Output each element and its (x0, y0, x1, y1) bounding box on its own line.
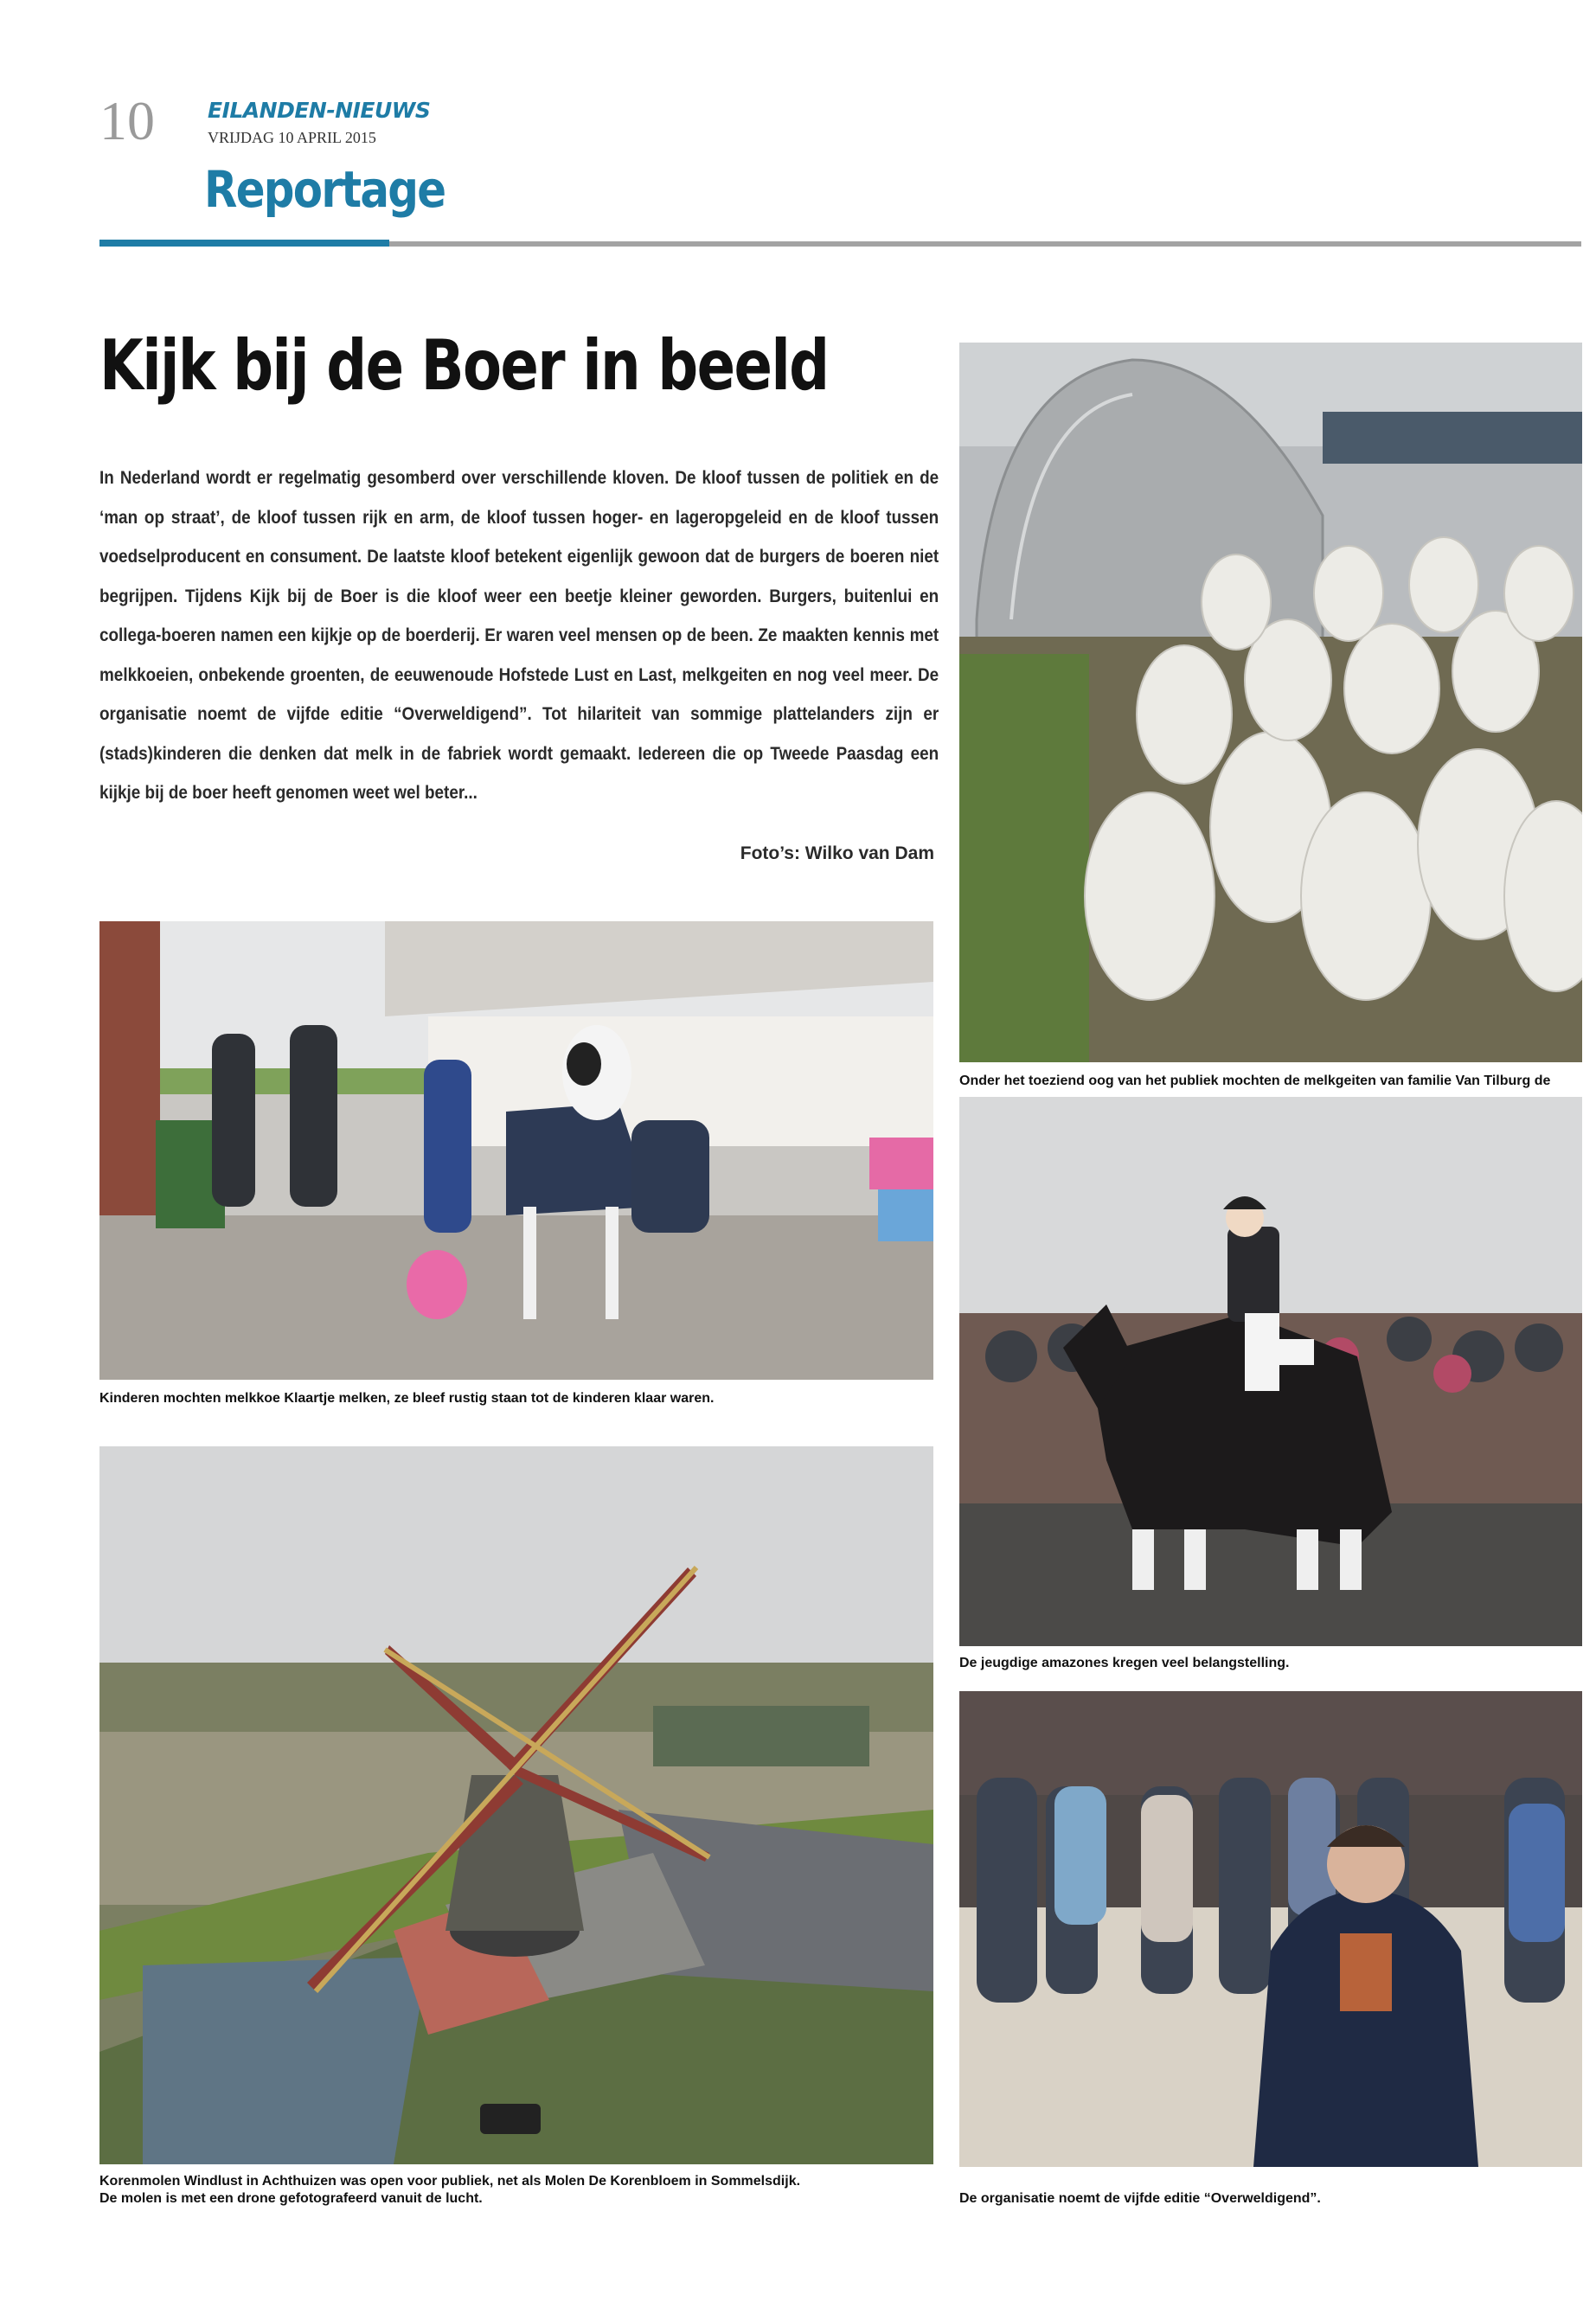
crowd-caption: De organisatie noemt de vijfde editie “Overweldigend”. (959, 2191, 1321, 2206)
goats-caption: Onder het toeziend oog van het publiek mochten de melkgeiten van familie Van Tilburg de (959, 1074, 1551, 1088)
article-headline: Kijk bij de Boer in beeld (99, 325, 829, 406)
cow-photo (99, 921, 933, 1380)
cow-caption: Kinderen mochten melkkoe Klaartje melken, ze bleef rustig staan tot de kinderen klaar waren. (99, 1391, 715, 1406)
windmill-caption-line-1: Korenmolen Windlust in Achthuizen was open voor publiek, net als Molen De Korenbloem in Sommelsdijk. (99, 2174, 801, 2189)
goats-photo (959, 343, 1582, 1062)
page-number: 10 (99, 90, 155, 151)
section-rule-accent (99, 240, 389, 247)
horse-caption: De jeugdige amazones kregen veel belangstelling. (959, 1656, 1290, 1670)
newspaper-name: EILANDEN-NIEUWS (208, 98, 431, 123)
photo-credit: Foto’s: Wilko van Dam (740, 843, 934, 863)
section-rule (389, 241, 1581, 247)
windmill-photo (99, 1446, 933, 2164)
horse-photo (959, 1097, 1582, 1646)
windmill-caption-line-2: De molen is met een drone gefotografeerd vanuit de lucht. (99, 2191, 483, 2206)
issue-date: VRIJDAG 10 APRIL 2015 (208, 129, 376, 146)
section-title: Reportage (204, 160, 445, 219)
windmill-caption (99, 2173, 933, 2208)
article-intro: In Nederland wordt er regelmatig gesomberd over verschillende kloven. De kloof tussen de politiek en de ‘man op straat’, de kloof tussen rijk en arm, de kloof tussen hoger- en lageropgeleid en de kloof tussen voedselproducent en consument. De laatste kloof betekent eigenlijk gewoon dat de burgers de boeren niet begrijpen. Tijdens Kijk bij de Boer is die kloof weer een beetje kleiner geworden. Burgers, buitenlui en collega-boeren namen een kijkje op de boerderij. Er waren veel mensen op de been. Ze maakten kennis met melkkoeien, onbekende groenten, de eeuwenoude Hofstede Lust en Last, melkgeiten en nog veel meer. De organisatie noemt de vijfde editie “Overweldigend”. Tot hilariteit van sommige plattelanders zijn er (stads)kinderen die denken dat melk in de fabriek wordt gemaakt. Iedereen die op Tweede Paasdag een kijkje bij de boer heeft genomen weet wel beter... (99, 468, 939, 803)
crowd-photo (959, 1691, 1582, 2167)
